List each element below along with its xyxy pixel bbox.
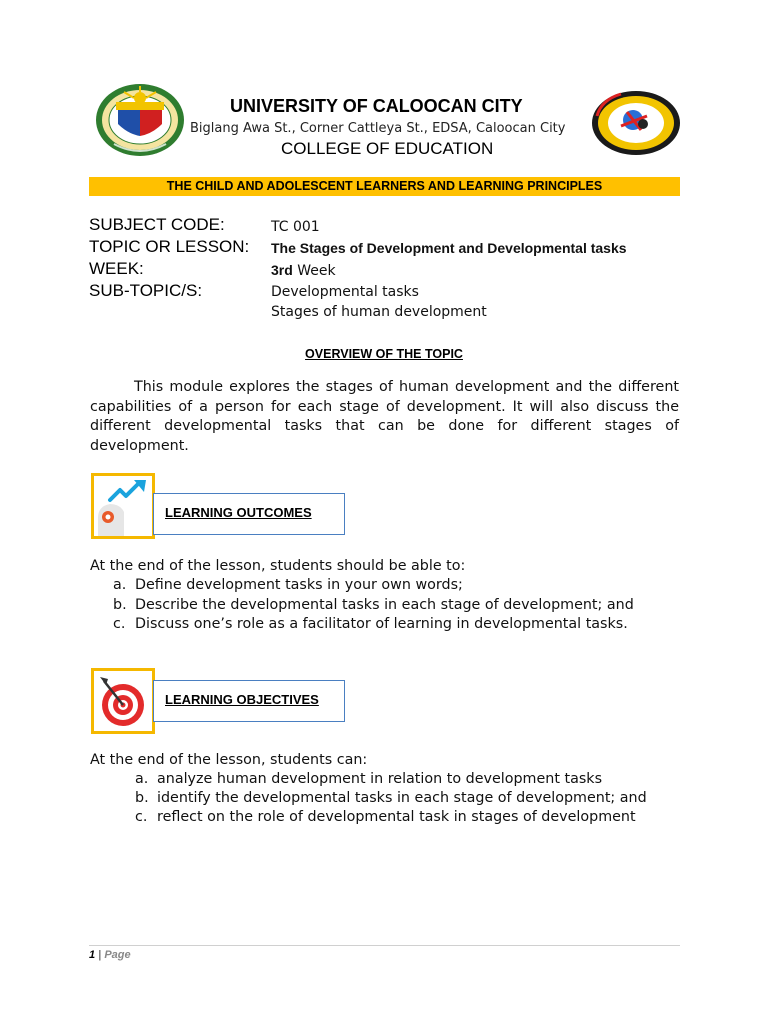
- objectives-heading-box: [153, 680, 345, 722]
- week-suffix: Week: [292, 263, 336, 279]
- target-icon: [94, 671, 152, 731]
- list-marker: a.: [135, 771, 149, 787]
- subtopic-item: Stages of human development: [271, 304, 487, 320]
- outcomes-heading-box: [153, 493, 345, 535]
- outcomes-intro: At the end of the lesson, students should be able to:: [90, 558, 466, 574]
- outcomes-icon-frame: [91, 473, 155, 539]
- education-seal-logo: [591, 90, 681, 156]
- outcome-item: [113, 597, 634, 613]
- overview-paragraph: [90, 378, 679, 456]
- university-title: UNIVERSITY OF CALOOCAN CITY: [230, 96, 523, 116]
- list-text: Discuss one’s role as a facilitator of learning in developmental tasks.: [135, 616, 628, 632]
- list-marker: b.: [113, 597, 127, 613]
- list-text: identify the developmental tasks in each stage of development; and: [157, 790, 647, 806]
- footer-separator: |: [98, 949, 102, 961]
- outcome-item: [113, 616, 628, 632]
- page-number: 1: [89, 949, 96, 961]
- objectives-heading: LEARNING OBJECTIVES: [165, 692, 319, 707]
- list-text: Describe the developmental tasks in each stage of development; and: [135, 597, 634, 613]
- objective-item: [135, 809, 636, 825]
- topic-label: TOPIC OR LESSON:: [89, 237, 250, 256]
- objective-item: [135, 790, 647, 806]
- list-text: Define development tasks in your own words;: [135, 577, 463, 593]
- overview-text: This module explores the stages of human development and the different capabilities of a person for each stage of development. It will also discuss the different developmental tasks that can be done for different stages of development.: [90, 379, 679, 454]
- objective-item: [135, 771, 602, 787]
- growth-chart-icon: [94, 476, 152, 536]
- page-footer: [89, 949, 131, 961]
- college-name: COLLEGE OF EDUCATION: [281, 139, 494, 158]
- list-marker: a.: [113, 577, 127, 593]
- course-banner-text: THE CHILD AND ADOLESCENT LEARNERS AND LEARNING PRINCIPLES: [166, 179, 603, 193]
- footer-divider: [89, 945, 680, 946]
- week-label: WEEK:: [89, 259, 144, 278]
- subject-code-value: TC 001: [271, 219, 320, 235]
- week-number: 3rd: [271, 262, 293, 278]
- course-banner: [89, 177, 680, 196]
- objectives-icon-frame: [91, 668, 155, 734]
- objectives-intro: At the end of the lesson, students can:: [90, 752, 368, 768]
- subtopics-label: SUB-TOPIC/S:: [89, 281, 203, 300]
- subtopic-item: Developmental tasks: [271, 284, 419, 300]
- week-value: [271, 262, 336, 279]
- overview-heading: OVERVIEW OF THE TOPIC: [305, 347, 463, 361]
- topic-value: The Stages of Development and Developmental tasks: [271, 240, 627, 256]
- outcome-item: [113, 577, 463, 593]
- list-text: reflect on the role of developmental task in stages of development: [157, 809, 636, 825]
- list-marker: b.: [135, 790, 149, 806]
- list-marker: c.: [113, 616, 126, 632]
- page-label: Page: [104, 949, 131, 961]
- list-marker: c.: [135, 809, 148, 825]
- outcomes-heading: LEARNING OUTCOMES: [165, 505, 312, 520]
- list-text: analyze human development in relation to development tasks: [157, 771, 603, 787]
- university-address: Biglang Awa St., Corner Cattleya St., EDSA, Caloocan City: [190, 121, 566, 136]
- ucc-seal-logo: [94, 82, 186, 158]
- subject-code-label: SUBJECT CODE:: [89, 215, 225, 234]
